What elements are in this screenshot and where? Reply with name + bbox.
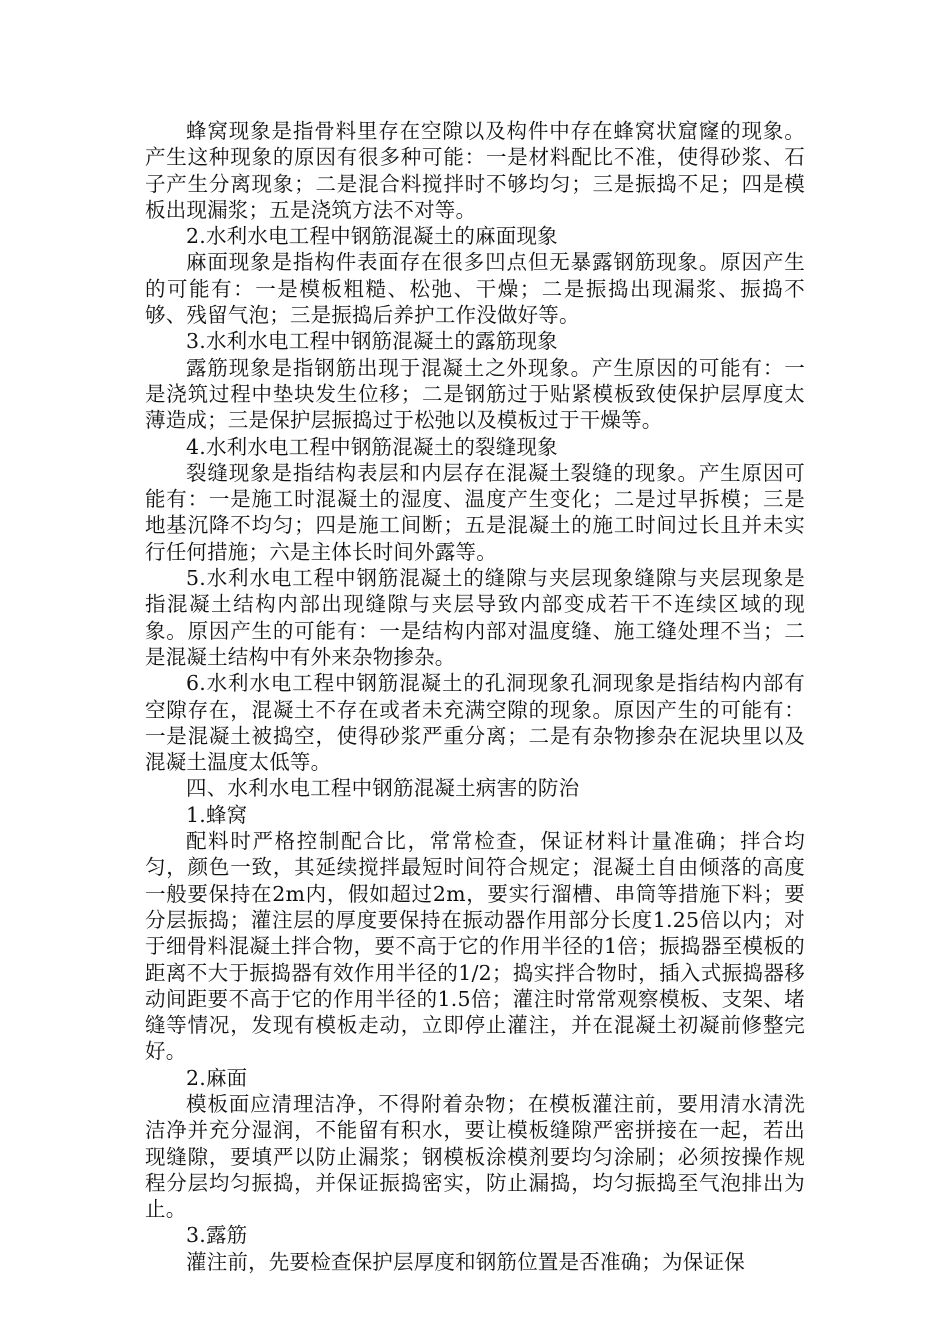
paragraph-exposed-rebar: 露筋现象是指钢筋出现于混凝土之外现象。产生原因的可能有：一是浇筑过程中垫块发生位移；二是钢筋过于贴紧模板致使保护层厚度太薄造成；三是保护层振捣过于松弛以及模板过于干燥等。 bbox=[145, 355, 805, 433]
paragraph-gaps-interlayers: 5.水利水电工程中钢筋混凝土的缝隙与夹层现象缝隙与夹层现象是指混凝土结构内部出现缝隙与夹层导致内部变成若干不连续区域的现象。原因产生的可能有：一是结构内部对温度缝、施工缝处理不当；二是混凝土结构中有外来杂物掺杂。 bbox=[145, 566, 805, 669]
paragraph-pitted-prevention: 模板面应清理洁净，不得附着杂物；在模板灌注前，要用清水清洗洁净并充分湿润，不能留有积水，要让模板缝隙严密拼接在一起，若出现缝隙，要填严以防止漏浆；钢模板涂模剂要均匀涂刷；必须按操作规程分层均匀振捣，并保证振捣密实，防止漏捣，均匀振捣至气泡排出为止。 bbox=[145, 1091, 805, 1222]
heading-pitted: 2.麻面 bbox=[186, 1065, 248, 1090]
paragraph-honeycomb-description: 蜂窝现象是指骨料里存在空隙以及构件中存在蜂窝状窟窿的现象。产生这种现象的原因有很多种可能：一是材料配比不准，使得砂浆、石子产生分离现象；二是混合料搅拌时不够均匀；三是振捣不足；四是模板出现漏浆；五是浇筑方法不对等。 bbox=[145, 119, 805, 222]
paragraph-honeycomb-prevention: 配料时严格控制配合比，常常检查，保证材料计量准确；拌合均匀，颜色一致，其延续搅拌最短时间符合规定；混凝土自由倾落的高度一般要保持在2m内，假如超过2m，要实行溜槽、串筒等措施下料；要分层振捣；灌注层的厚度要保持在振动器作用部分长度1.25倍以内；对于细骨料混凝土拌合物，要不高于它的作用半径的1倍；振捣器至模板的距离不大于振捣器有效作用半径的1/2；捣实拌合物时，插入式振捣器移动间距要不高于它的作用半径的1.5倍；灌注时常常观察模板、支架、堵缝等情况，发现有模板走动，立即停止灌注，并在混凝土初凝前修整完好。 bbox=[145, 829, 805, 1064]
heading-cracks: 4.水利水电工程中钢筋混凝土的裂缝现象 bbox=[186, 434, 558, 459]
paragraph-pitted-surface: 麻面现象是指构件表面存在很多凹点但无暴露钢筋现象。原因产生的可能有：一是模板粗糙、松弛、干燥；二是振捣出现漏浆、振捣不够、残留气泡；三是振捣后养护工作没做好等。 bbox=[145, 250, 805, 328]
heading-pitted-surface: 2.水利水电工程中钢筋混凝土的麻面现象 bbox=[186, 224, 558, 249]
paragraph-holes: 6.水利水电工程中钢筋混凝土的孔洞现象孔洞现象是指结构内部有空隙存在，混凝土不存在或者未充满空隙的现象。原因产生的可能有：一是混凝土被捣空，使得砂浆严重分离；二是有杂物掺杂在泥块里以及混凝土温度太低等。 bbox=[145, 671, 805, 775]
paragraph-rebar-prevention: 灌注前，先要检查保护层厚度和钢筋位置是否准确；为保证保 bbox=[186, 1249, 745, 1274]
heading-rebar: 3.露筋 bbox=[186, 1223, 248, 1248]
document-body bbox=[145, 118, 805, 1275]
paragraph-cracks: 裂缝现象是指结构表层和内层存在混凝土裂缝的现象。产生原因可能有：一是施工时混凝土的湿度、温度产生变化；二是过早拆模；三是地基沉降不均匀；四是施工间断；五是混凝土的施工时间过长且并未实行任何措施；六是主体长时间外露等。 bbox=[145, 460, 805, 564]
heading-prevention: 四、水利水电工程中钢筋混凝土病害的防治 bbox=[186, 776, 580, 801]
heading-honeycomb: 1.蜂窝 bbox=[186, 802, 248, 827]
heading-exposed-rebar: 3.水利水电工程中钢筋混凝土的露筋现象 bbox=[186, 329, 558, 354]
